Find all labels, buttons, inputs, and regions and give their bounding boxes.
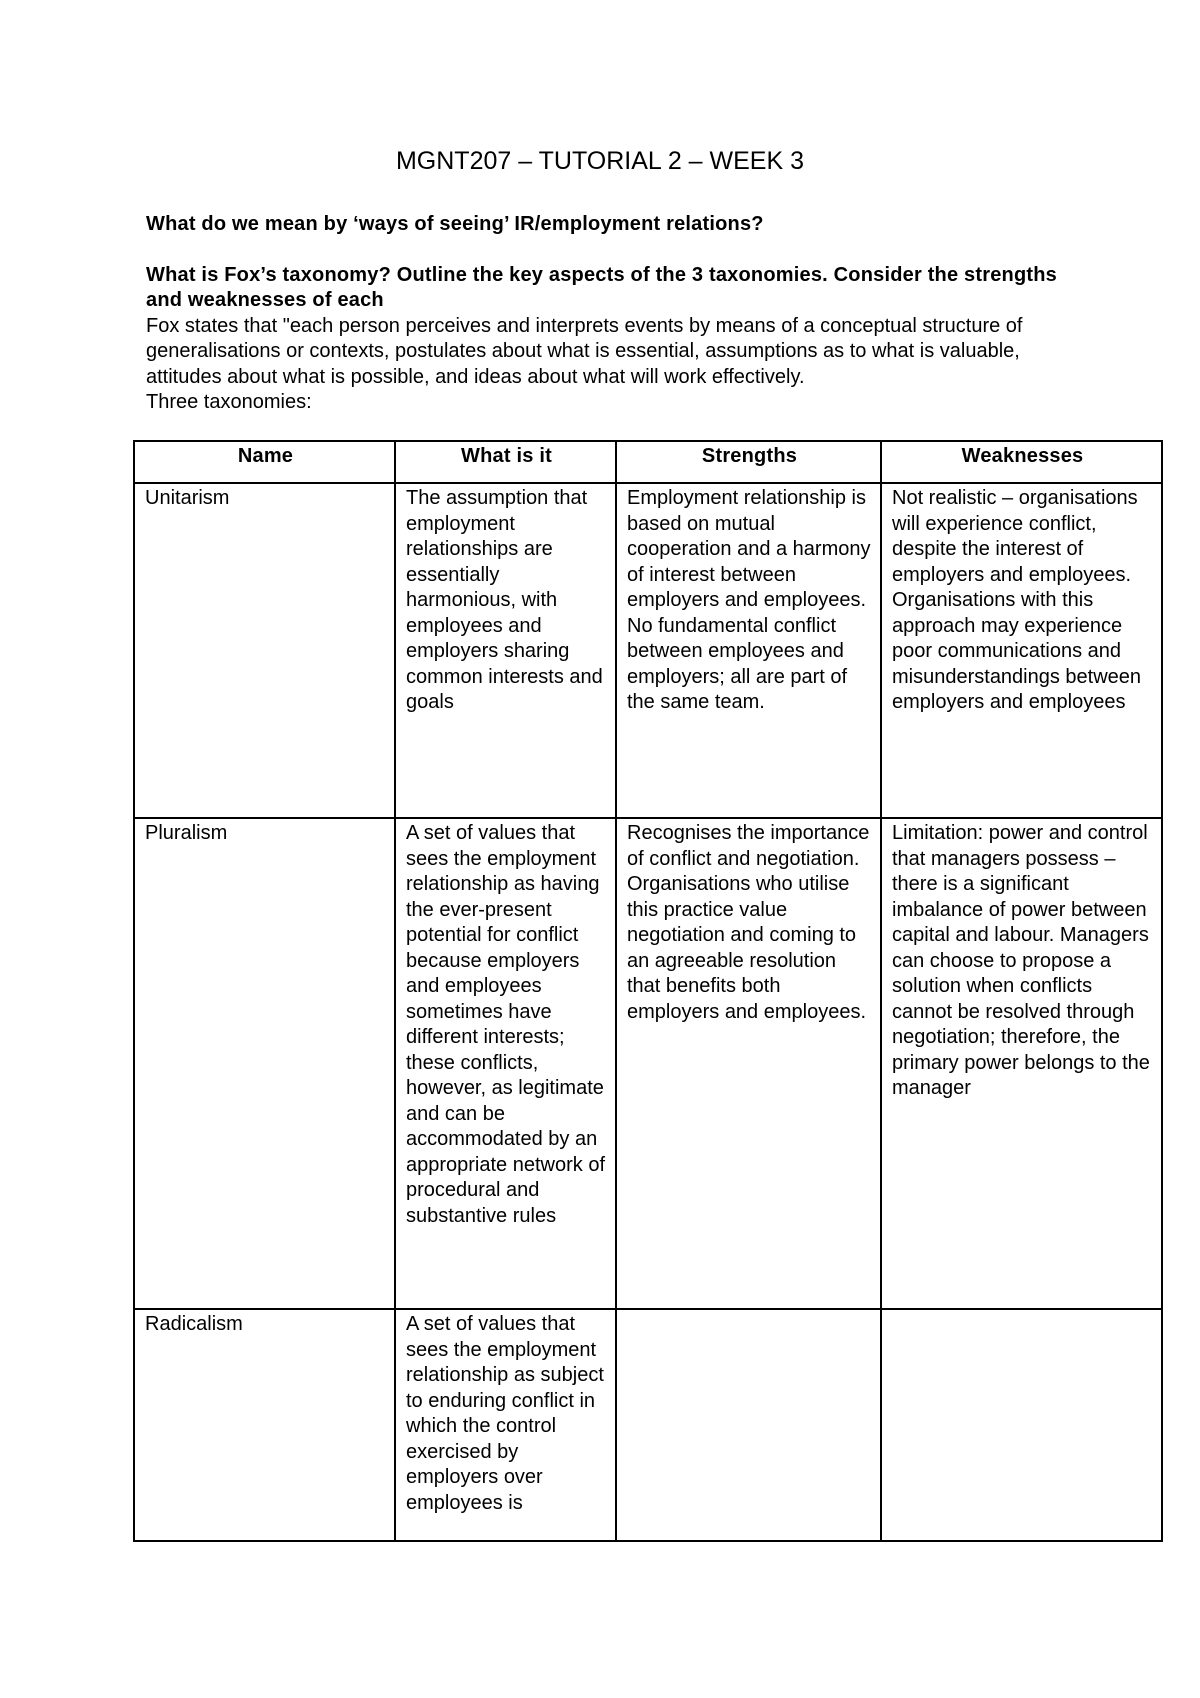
taxonomy-table [133, 440, 1163, 1542]
header-strengths: Strengths [616, 441, 881, 483]
cell-weaknesses: Not realistic – organisations will experience conflict, despite the interest of employers and employees. Organisations with this approach may experience poor communications and misunderstandings between employers and employees [881, 483, 1162, 818]
three-taxonomies-label: Three taxonomies: [146, 391, 312, 413]
cell-weaknesses [881, 1309, 1162, 1541]
cell-strengths: Employment relationship is based on mutual cooperation and a harmony of interest between employers and employees. No fundamental conflict between employees and employers; all are part of the same team. [616, 483, 881, 818]
question-fox-taxonomy: What is Fox’s taxonomy? Outline the key aspects of the 3 taxonomies. Consider the strengths and weaknesses of each [146, 263, 1057, 311]
question-ways-of-seeing: What do we mean by ‘ways of seeing’ IR/employment relations? [146, 213, 764, 235]
cell-what-is-it: A set of values that sees the employment relationship as having the ever-present potential for conflict because employers and employees sometimes have different interests; these conflicts, however, as legitimate and can be accommodated by an appropriate network of procedural and substantive rules [395, 818, 616, 1309]
cell-strengths [616, 1309, 881, 1541]
table-header-row [134, 441, 1162, 483]
cell-name: Pluralism [134, 818, 395, 1309]
document-body [146, 212, 1086, 416]
header-weaknesses: Weaknesses [881, 441, 1162, 483]
cell-name: Unitarism [134, 483, 395, 818]
cell-what-is-it: A set of values that sees the employment relationship as subject to enduring conflict in which the control exercised by employers over employees is [395, 1309, 616, 1541]
cell-weaknesses: Limitation: power and control that managers possess – there is a significant imbalance of power between capital and labour. Managers can choose to propose a solution when conflicts cannot be resolved through negotiation; therefore, the primary power belongs to the manager [881, 818, 1162, 1309]
table-row-pluralism [134, 818, 1162, 1309]
table-row-radicalism [134, 1309, 1162, 1541]
cell-name: Radicalism [134, 1309, 395, 1541]
header-name: Name [134, 441, 395, 483]
cell-what-is-it: The assumption that employment relationships are essentially harmonious, with employees and employers sharing common interests and goals [395, 483, 616, 818]
header-what-is-it: What is it [395, 441, 616, 483]
fox-quote-paragraph: Fox states that "each person perceives and interprets events by means of a conceptual structure of generalisations or contexts, postulates about what is essential, assumptions as to what is valuable, attitudes about what is possible, and ideas about what will work effectively. [146, 314, 1023, 388]
table-row-unitarism [134, 483, 1162, 818]
cell-strengths: Recognises the importance of conflict and negotiation. Organisations who utilise this practice value negotiation and coming to an agreeable resolution that benefits both employers and employees. [616, 818, 881, 1309]
document-title: MGNT207 – TUTORIAL 2 – WEEK 3 [395, 147, 804, 175]
